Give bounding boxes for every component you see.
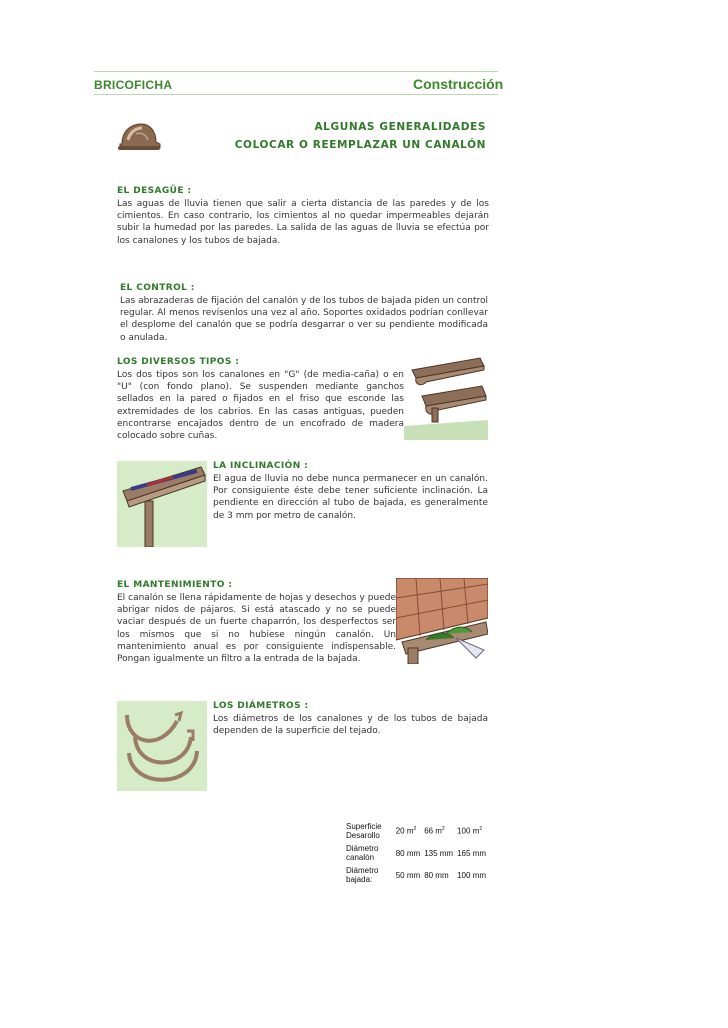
table-cell: 165 mm — [457, 848, 486, 858]
page-title-line1: ALGUNAS GENERALIDADES — [314, 121, 486, 133]
table-row-label: Diámetro bajada: — [346, 866, 379, 884]
table-row-label: Diámetro canalón — [346, 844, 379, 862]
diameter-table — [344, 820, 488, 886]
inclinacion-heading: LA INCLINACIÓN : — [213, 461, 309, 471]
page-title-line2: COLOCAR O REEMPLAZAR UN CANALÓN — [234, 139, 486, 151]
tipos-body: Los dos tipos son los canalones en "G" (de media-caña) o en "U" (con fondo plano). Se suspenden mediante ganchos sellados en la pared o fijados en el friso que esconde las extremidades de los cabrios. En las casas antiguas, pueden encontrarse encajados dentro de un encofrado de madera colocado sobre cuñas. — [117, 370, 404, 442]
table-cell: 66 $m^2$ — [424, 826, 445, 836]
maintenance-illustration — [396, 578, 488, 664]
desague-heading: EL DESAGÜE : — [117, 186, 192, 196]
mantenimiento-body: El canalón se llena rápidamente de hojas y desechos y puede abrigar nidos de pájaros. Si está atascado y no se puede vaciar después de un fuerte chaparrón, los desperfectos ser los mismos que si no hubiese ningún canalón. Un mantenimiento anual es por consiguiente indispensable. Pongan igualmente un filtro a la entrada de la bajada. — [117, 593, 396, 665]
inclinacion-body: El agua de lluvia no debe nunca permanecer en un canalón. Por consiguiente éste debe tener suficiente inclinación. La pendiente en dirección al tubo de bajada, es generalmente de 3 mm por metro de canalón. — [213, 474, 488, 521]
desague-body: Las aguas de lluvia tienen que salir a cierta distancia de las paredes y de los cimientos. En caso contrario, los cimientos al no quedar impermeables dejarán subir la humedad por las paredes. La salida de las aguas de lluvia se efectúa por los canalones y los tubos de bajada. — [117, 199, 489, 246]
table-row — [344, 820, 488, 842]
control-heading: EL CONTROL : — [120, 283, 195, 293]
mantenimiento-heading: EL MANTENIMIENTO : — [117, 580, 233, 590]
tipos-heading: LOS DIVERSOS TIPOS : — [117, 357, 240, 367]
table-cell: 80 mm — [424, 870, 449, 880]
header-top-rule — [94, 71, 498, 72]
table-row — [344, 842, 488, 864]
table-cell: 20 $m^2$ — [395, 826, 417, 836]
helmet-icon — [116, 120, 162, 154]
header-bottom-rule — [94, 94, 498, 95]
diametros-body: Los diámetros de los canalones y de los tubos de bajada dependen de la superficie del tejado. — [213, 714, 488, 737]
table-cell: 135 mm — [424, 848, 454, 858]
table-row-label: Superficie Desarollo — [346, 822, 382, 840]
table-cell: 100 mm — [457, 870, 486, 880]
diameters-illustration — [117, 701, 207, 791]
brand-label: BRICOFICHA — [94, 78, 173, 92]
control-body: Las abrazaderas de fijación del canalón y de los tubos de bajada piden un control regular. Al menos revísenlos una vez al año. Soportes oxidados podrían conllevar el desplome del canalón que se podría desgarrar o ver su pendiente modificada o anulada. — [120, 296, 488, 343]
inclination-illustration — [117, 461, 207, 547]
gutter-types-illustration — [404, 356, 488, 440]
table-cell: 80 mm — [395, 848, 421, 858]
table-cell: 50 mm — [395, 870, 421, 880]
section-label: Construcción — [413, 76, 504, 92]
table-row — [344, 864, 488, 886]
diametros-heading: LOS DIÁMETROS : — [213, 701, 309, 711]
table-cell: 100 $m^2$ — [457, 826, 483, 836]
